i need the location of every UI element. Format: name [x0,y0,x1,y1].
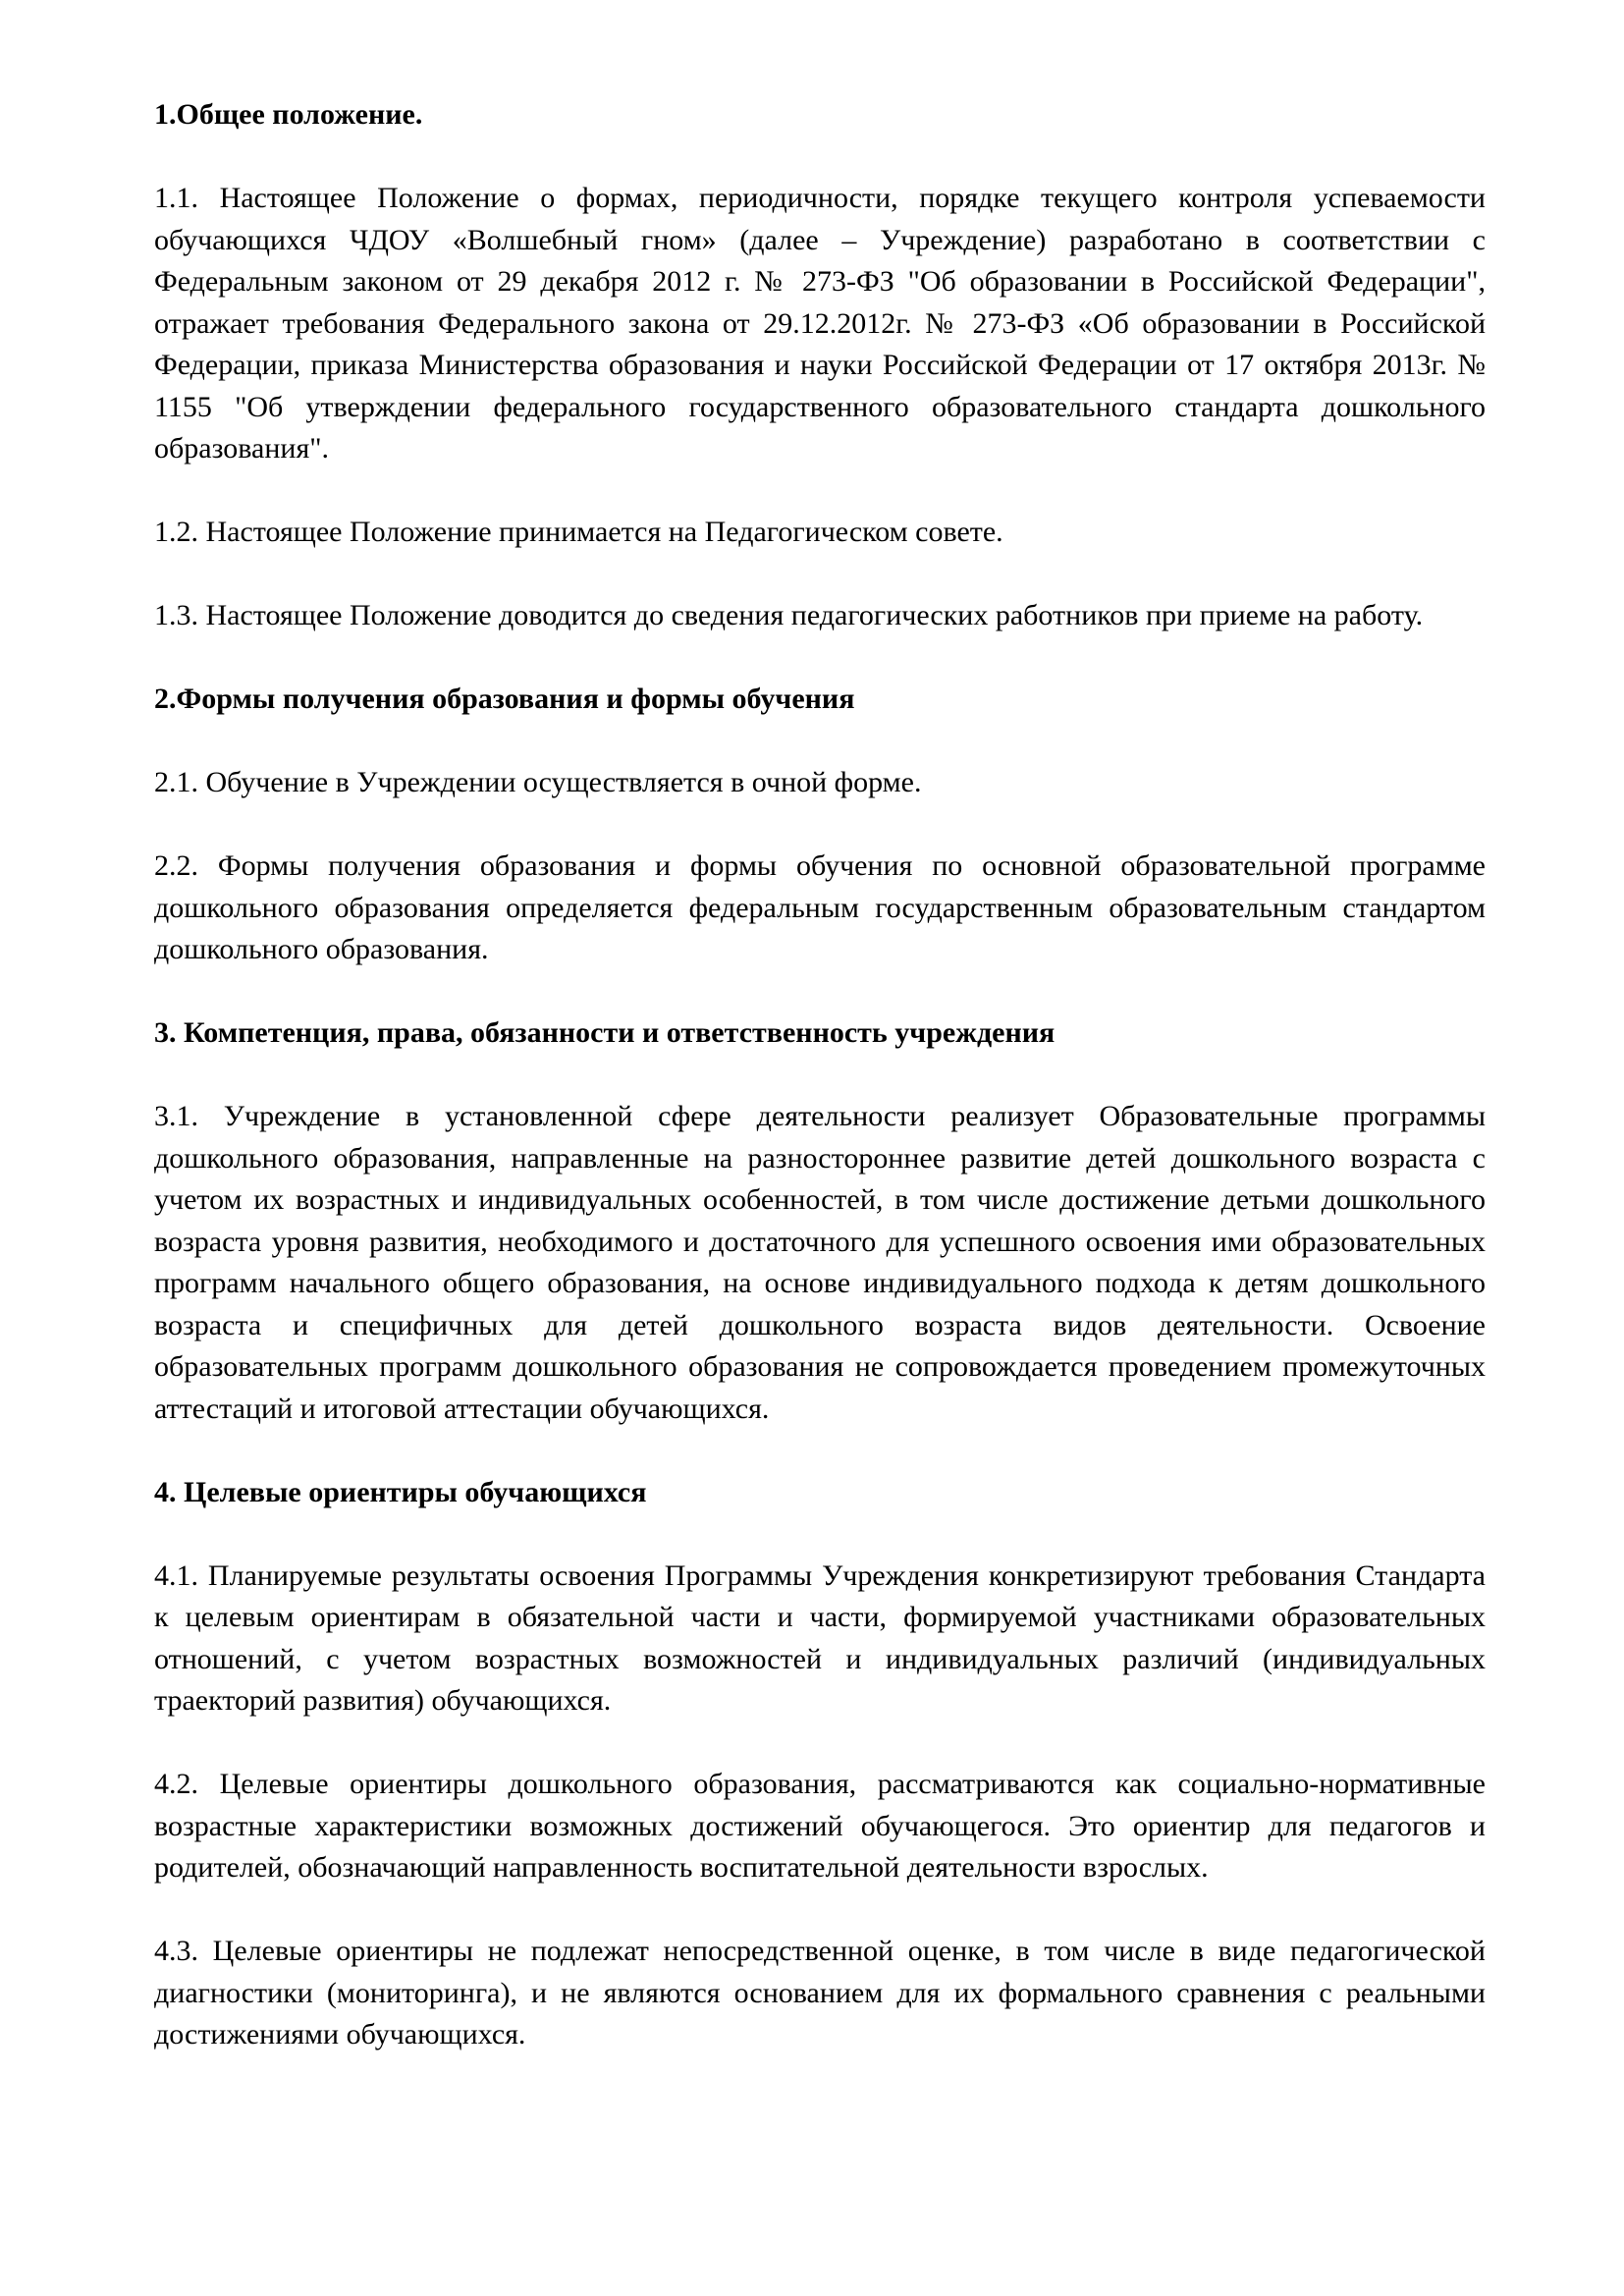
paragraph-3-1: 3.1. Учреждение в установленной сфере деятельности реализует Образовательные программы дошкольного образования, направленные на разностороннее развитие детей дошкольного возраста с учетом их возрастных и индивидуальных особенностей, в том числе достижение детьми дошкольного возраста уровня развития, необходимого и достаточного для успешного освоения ими образовательных программ начального общего образования, на основе индивидуального подхода к детям дошкольного возраста и специфичных для детей дошкольного возраста видов деятельности. Освоение образовательных программ дошкольного образования не сопровождается проведением промежуточных аттестаций и итоговой аттестации обучающихся. [154,1100,1486,1425]
paragraph-4-3: 4.3. Целевые ориентиры не подлежат непосредственной оценке, в том числе в виде педагогической диагностики (мониторинга), и не являются основанием для их формального сравнения с реальными достижениями обучающихся. [154,1935,1486,2050]
heading-competence-rights: 3. Компетенция, права, обязанности и ответственность учреждения [154,1016,1056,1049]
paragraph-1-2: 1.2. Настоящее Положение принимается на Педагогическом совете. [154,516,1003,548]
heading-target-guidelines: 4. Целевые ориентиры обучающихся [154,1475,647,1508]
paragraph-1-3: 1.3. Настоящее Положение доводится до сведения педагогических работников при приеме на работу. [154,599,1424,631]
paragraph-1-1: 1.1. Настоящее Положение о формах, периодичности, порядке текущего контроля успеваемости обучающихся ЧДОУ «Волшебный гном» (далее – Учреждение) разработано в соответствии с Федеральным законом от 29 декабря 2012 г. № 273-ФЗ "Об образовании в Российской Федерации", отражает требования Федерального закона от 29.12.2012г. № 273-ФЗ «Об образовании в Российской Федерации, приказа Министерства образования и науки Российской Федерации от 17 октября 2013г. № 1155 "Об утверждении федерального государственного образовательного стандарта дошкольного образования". [154,182,1486,465]
paragraph-4-2: 4.2. Целевые ориентиры дошкольного образования, рассматриваются как социально-нормативные возрастные характеристики возможных достижений обучающегося. Это ориентир для педагогов и родителей, обозначающий направленность воспитательной деятельности взрослых. [154,1768,1486,1884]
paragraph-2-1: 2.1. Обучение в Учреждении осуществляется в очной форме. [154,766,922,798]
heading-general-provisions: 1.Общее положение. [154,98,423,131]
heading-education-forms: 2.Формы получения образования и формы обучения [154,683,855,715]
paragraph-4-1: 4.1. Планируемые результаты освоения Программы Учреждения конкретизируют требования Стандарта к целевым ориентирам в обязательной части и части, формируемой участниками образовательных отношений, с учетом возрастных возможностей и индивидуальных различий (индивидуальных траекторий развития) обучающихся. [154,1558,1486,1717]
paragraph-2-2: 2.2. Формы получения образования и формы обучения по основной образовательной программе дошкольного образования определяется федеральным государственным образовательным стандартом дошкольного образования. [154,849,1486,965]
